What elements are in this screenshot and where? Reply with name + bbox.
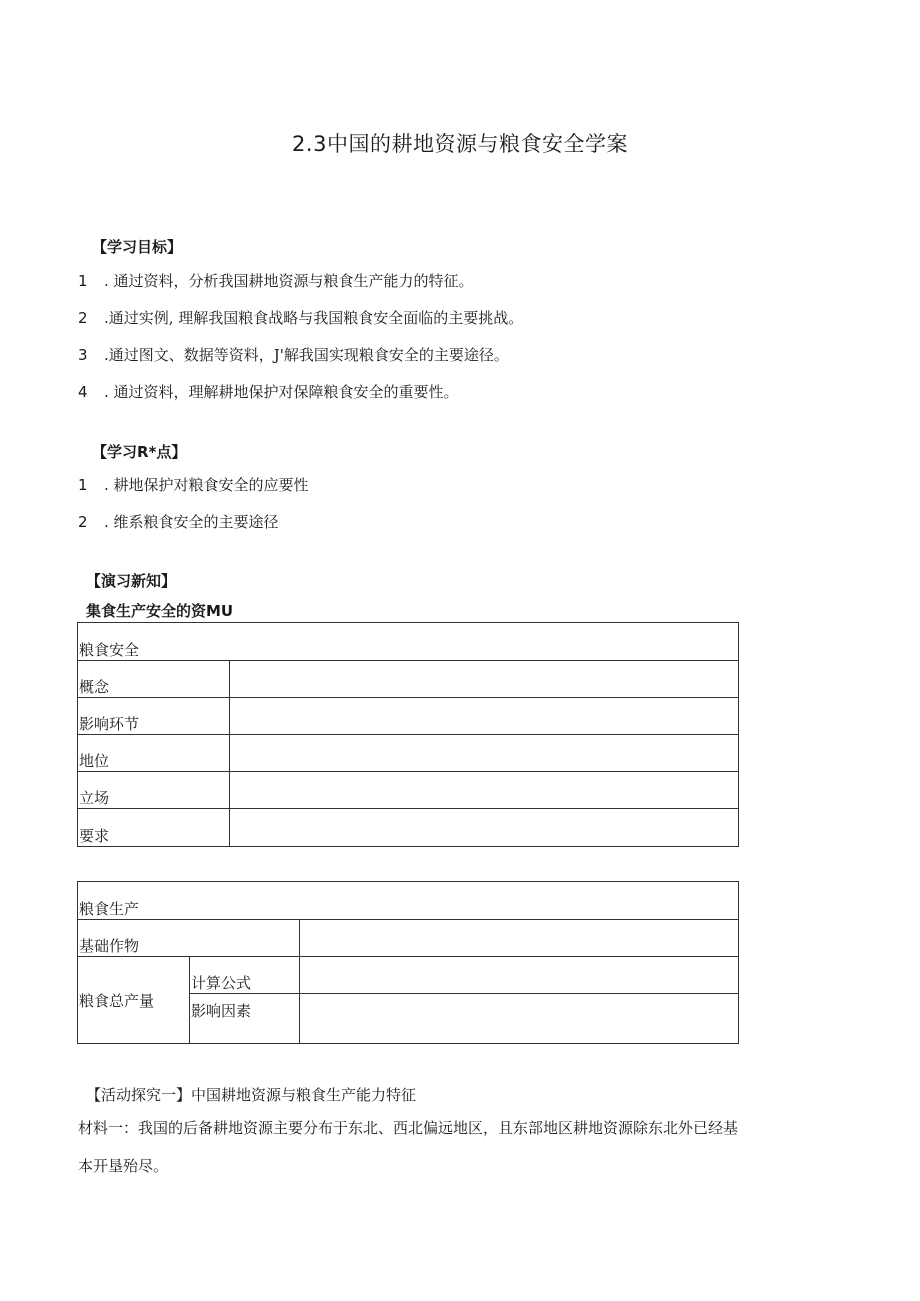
key-point-item — [78, 511, 279, 532]
row-label: 影响环节 — [78, 698, 230, 735]
item-number: 1 — [78, 272, 88, 290]
page-title: 2.3中国的耕地资源与粮食安全学案 — [292, 132, 628, 156]
sub-row-label: 影响因素 — [190, 994, 300, 1044]
item-number: 2 — [78, 513, 88, 531]
activity-heading: 【活动探究一】中国耕地资源与粮食生产能力特征 — [86, 1086, 417, 1104]
row-label: 要求 — [78, 809, 230, 847]
group-label: 粮食总产量 — [78, 957, 190, 1044]
item-number: 4 — [78, 383, 88, 401]
item-text: .通过实例, 理解我国粮食战略与我国粮食安全面临的主要挑战。 — [104, 309, 524, 327]
answer-cell[interactable] — [230, 809, 739, 847]
answer-cell[interactable] — [230, 735, 739, 772]
objective-item — [78, 270, 474, 291]
row-label: 地位 — [78, 735, 230, 772]
objectives-heading: 【学习目标】 — [92, 238, 183, 256]
table-header: 粮食生产 — [78, 882, 739, 920]
objective-item — [78, 344, 509, 365]
item-text: . 维系粮食安全的主要途径 — [104, 513, 279, 531]
grain-production-table — [77, 881, 739, 1044]
answer-cell[interactable] — [300, 994, 739, 1044]
answer-cell[interactable] — [300, 920, 739, 957]
key-point-item — [78, 474, 309, 495]
objective-item — [78, 307, 523, 328]
item-text: . 通过资料，理解耕地保护对保障粮食安全的重要性。 — [104, 383, 459, 401]
item-number: 1 — [78, 476, 88, 494]
key-points-heading: 【学习R*点】 — [92, 443, 187, 461]
new-knowledge-heading: 【演习新知】 — [86, 572, 177, 590]
item-number: 3 — [78, 346, 88, 364]
objective-item — [78, 381, 459, 402]
item-number: 2 — [78, 309, 88, 327]
item-text: . 耕地保护对粮食安全的应要性 — [104, 476, 309, 494]
new-knowledge-subheading: 集食生产安全的资MU — [86, 602, 234, 620]
item-text: .通过图文、数据等资料，J'解我国实现粮食安全的主要途径。 — [104, 346, 509, 364]
answer-cell[interactable] — [300, 957, 739, 994]
item-text: . 通过资料，分析我国耕地资源与粮食生产能力的特征。 — [104, 272, 474, 290]
grain-security-table — [77, 622, 739, 847]
material-paragraph-line: 材料一：我国的后备耕地资源主要分布于东北、西北偏远地区，且东部地区耕地资源除东北外已经基 — [78, 1119, 739, 1137]
row-label: 立场 — [78, 772, 230, 809]
answer-cell[interactable] — [230, 772, 739, 809]
table-header: 粮食安全 — [78, 623, 739, 661]
material-paragraph-line: 本开垦殆尽。 — [78, 1157, 169, 1175]
sub-row-label: 计算公式 — [190, 957, 300, 994]
row-label: 基础作物 — [78, 920, 300, 957]
answer-cell[interactable] — [230, 698, 739, 735]
row-label: 概念 — [78, 661, 230, 698]
answer-cell[interactable] — [230, 661, 739, 698]
